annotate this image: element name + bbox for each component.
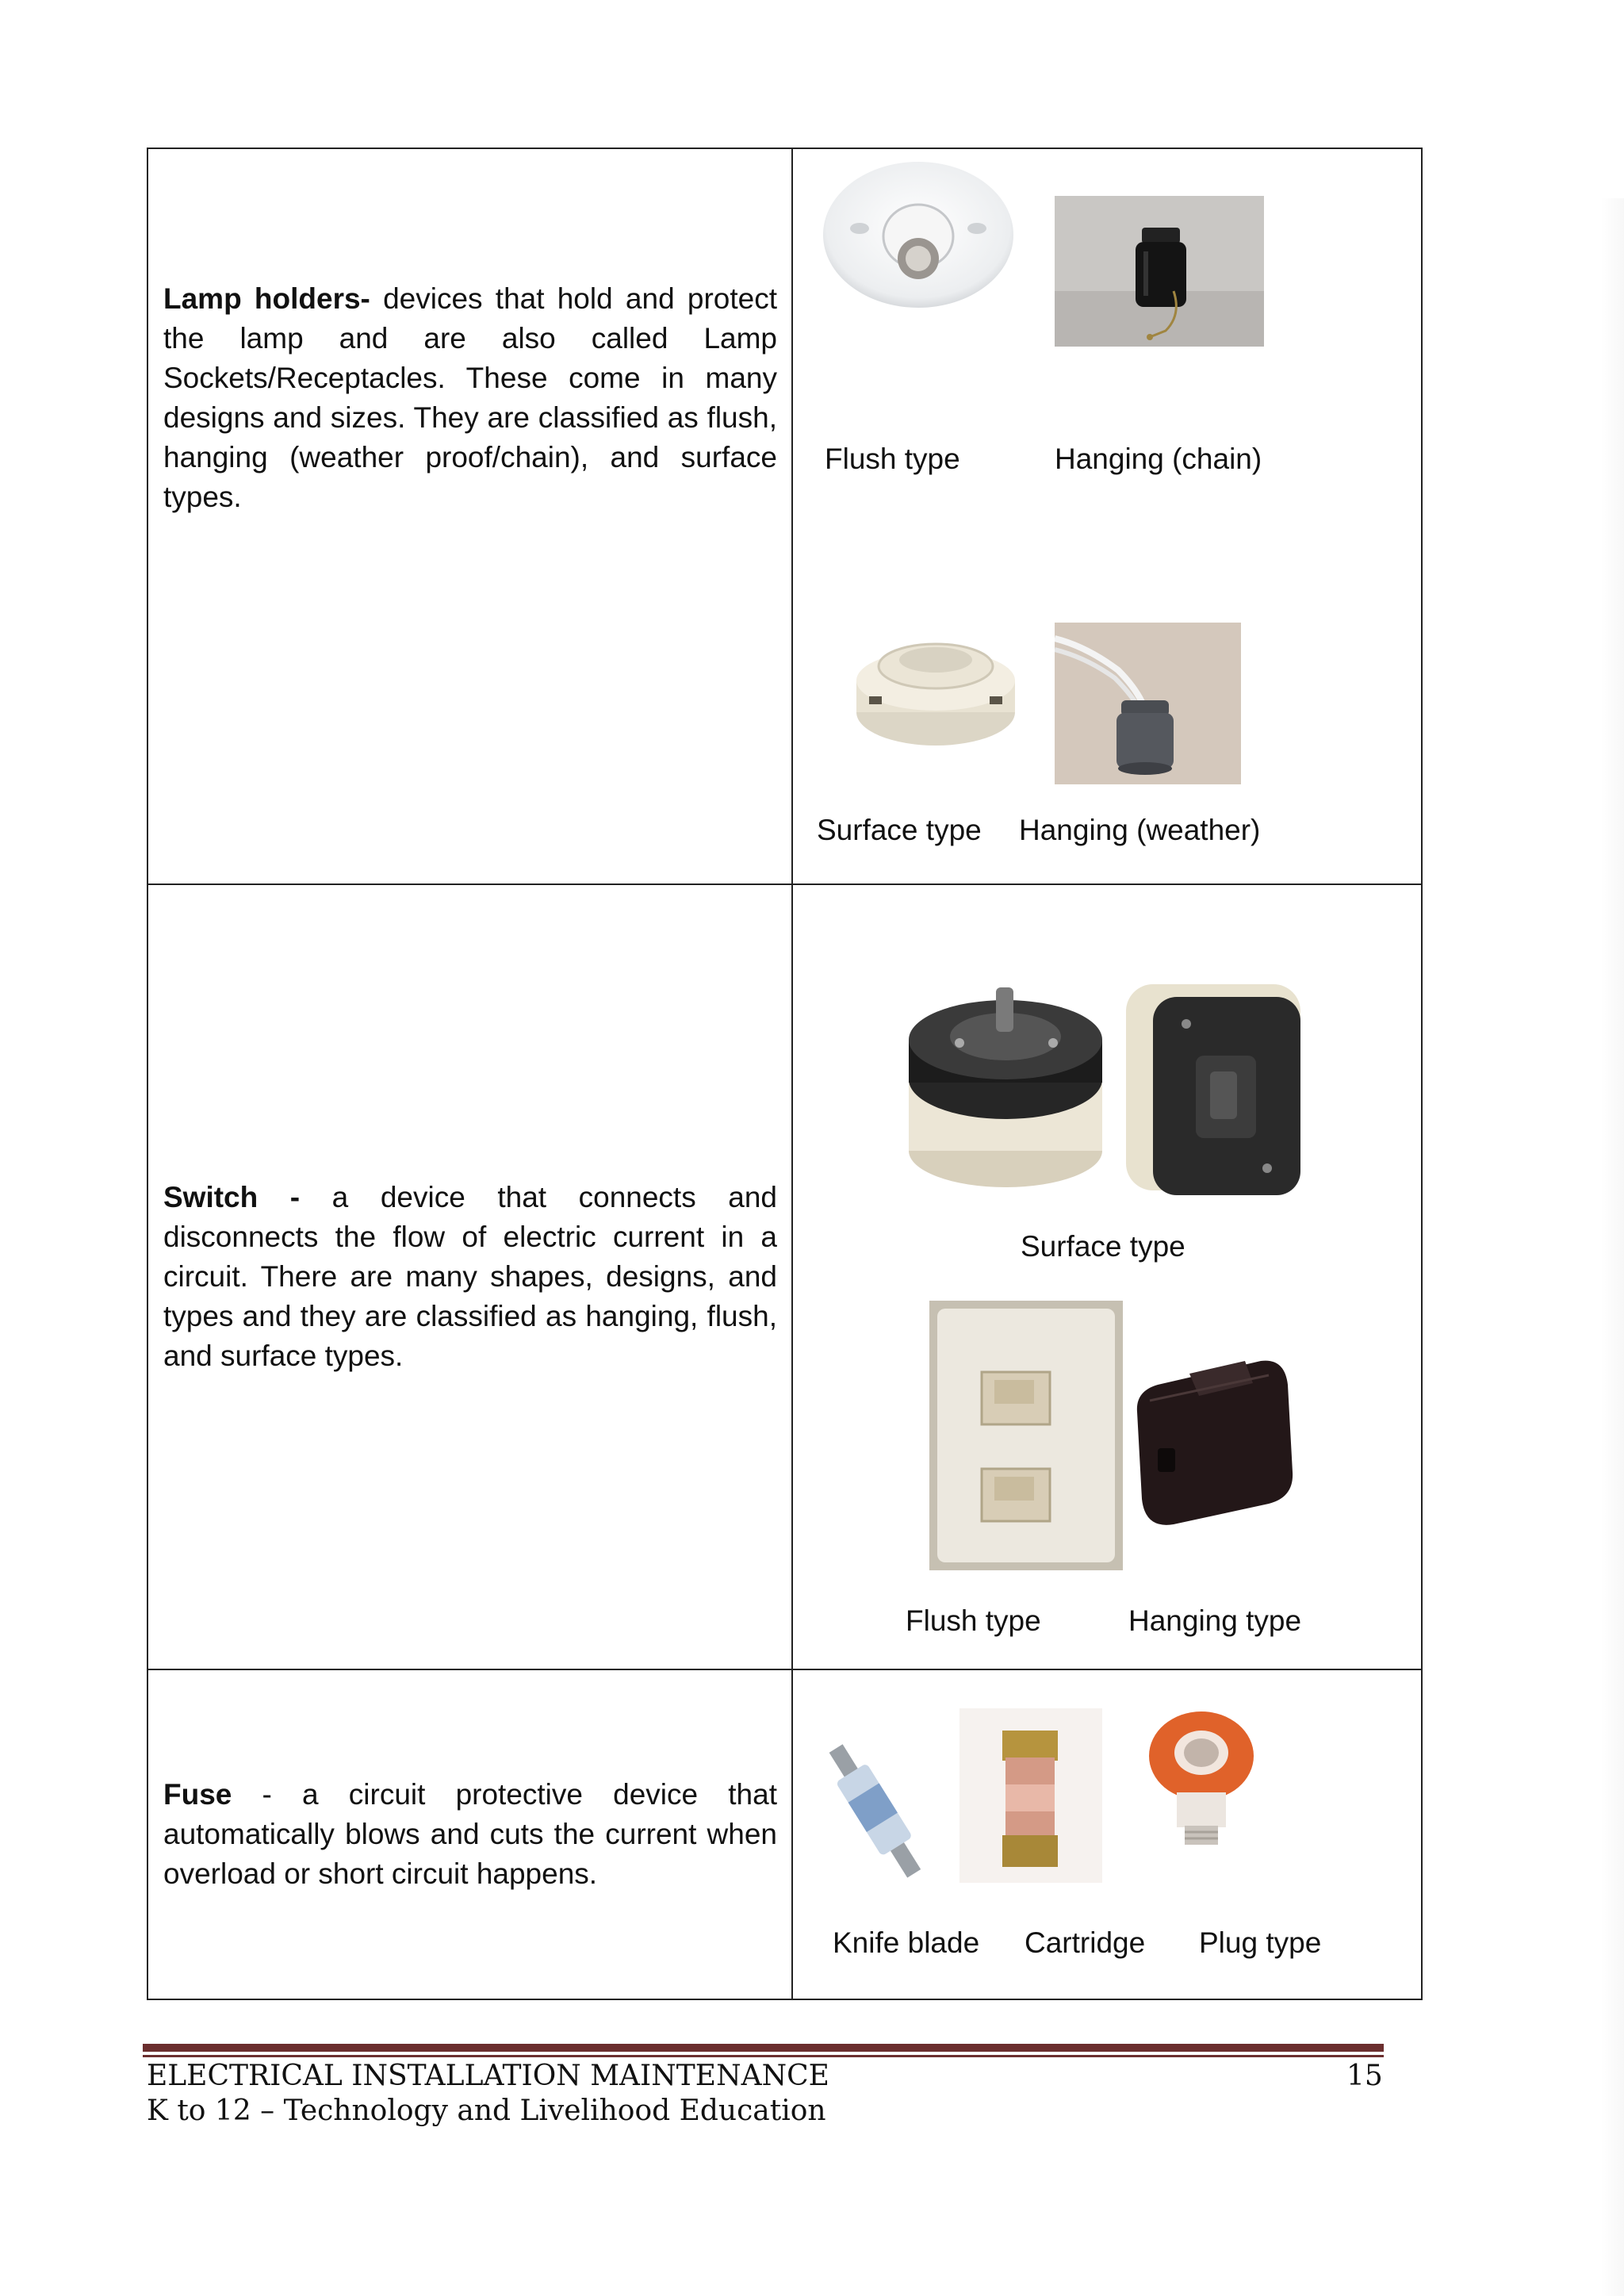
switch-description xyxy=(163,1178,777,1376)
footer-subtitle: K to 12 – Technology and Livelihood Education xyxy=(147,2095,826,2127)
term-label: Switch - xyxy=(163,1181,301,1213)
image-cell xyxy=(792,884,1422,1669)
caption-flush-type: Flush type xyxy=(825,443,960,475)
table-row-switch xyxy=(147,884,1422,1669)
table-row-lamp-holders xyxy=(147,148,1422,884)
caption-hanging-weather: Hanging (weather) xyxy=(1019,814,1261,846)
caption-plug-type: Plug type xyxy=(1199,1926,1322,1959)
plug-fuse-image xyxy=(1142,1704,1261,1862)
term-label: Lamp holders- xyxy=(163,282,370,315)
description-cell xyxy=(147,1669,792,1999)
definition-text: - a circuit protective device that automatically blows and cuts the current when overload or short circuit happens. xyxy=(163,1778,777,1890)
hanging-chain-lamp-holder-image xyxy=(1055,196,1264,347)
caption-hanging-type: Hanging type xyxy=(1128,1604,1302,1637)
term-label: Fuse xyxy=(163,1778,232,1811)
surface-switch-square-image xyxy=(1118,953,1308,1214)
footer-rule-thick xyxy=(143,2044,1384,2052)
image-cell xyxy=(792,148,1422,884)
footer-title: ELECTRICAL INSTALLATION MAINTENANCE xyxy=(147,2060,829,2092)
page-edge-shadow xyxy=(1600,198,1624,2296)
caption-knife-blade: Knife blade xyxy=(833,1926,980,1959)
surface-switch-round-image xyxy=(902,960,1124,1214)
caption-hanging-chain: Hanging (chain) xyxy=(1055,443,1262,475)
image-cell xyxy=(792,1669,1422,1999)
definition-text: devices that hold and protect the lamp and are also called Lamp Sockets/Receptacles. These come in many designs and sizes. They are classified as flush, hanging (weather proof/chain), and surface types. xyxy=(163,282,777,513)
caption-surface-type: Surface type xyxy=(817,814,982,846)
description-cell xyxy=(147,148,792,884)
cartridge-fuse-image xyxy=(959,1708,1102,1883)
knife-blade-fuse-image xyxy=(825,1734,928,1892)
footer-rule-thin xyxy=(143,2055,1384,2057)
description-cell xyxy=(147,884,792,1669)
hanging-weather-lamp-holder-image xyxy=(1055,623,1241,784)
hanging-switch-image xyxy=(1126,1329,1300,1535)
device-table xyxy=(147,148,1423,2000)
caption-cartridge: Cartridge xyxy=(1025,1926,1146,1959)
caption-flush-type: Flush type xyxy=(906,1604,1041,1637)
flush-switch-image xyxy=(929,1301,1123,1570)
table-row-fuse xyxy=(147,1669,1422,1999)
lamp-holders-description xyxy=(163,279,777,517)
caption-surface-type: Surface type xyxy=(1021,1230,1185,1263)
fuse-description xyxy=(163,1775,777,1894)
surface-lamp-holder-image xyxy=(848,625,1023,752)
page-number: 15 xyxy=(1346,2060,1383,2092)
flush-lamp-holder-image xyxy=(815,155,1021,322)
definition-text: a device that connects and disconnects the flow of electric current in a circuit. There are many shapes, designs, and types and they are classified as hanging, flush, and surface types. xyxy=(163,1181,777,1372)
